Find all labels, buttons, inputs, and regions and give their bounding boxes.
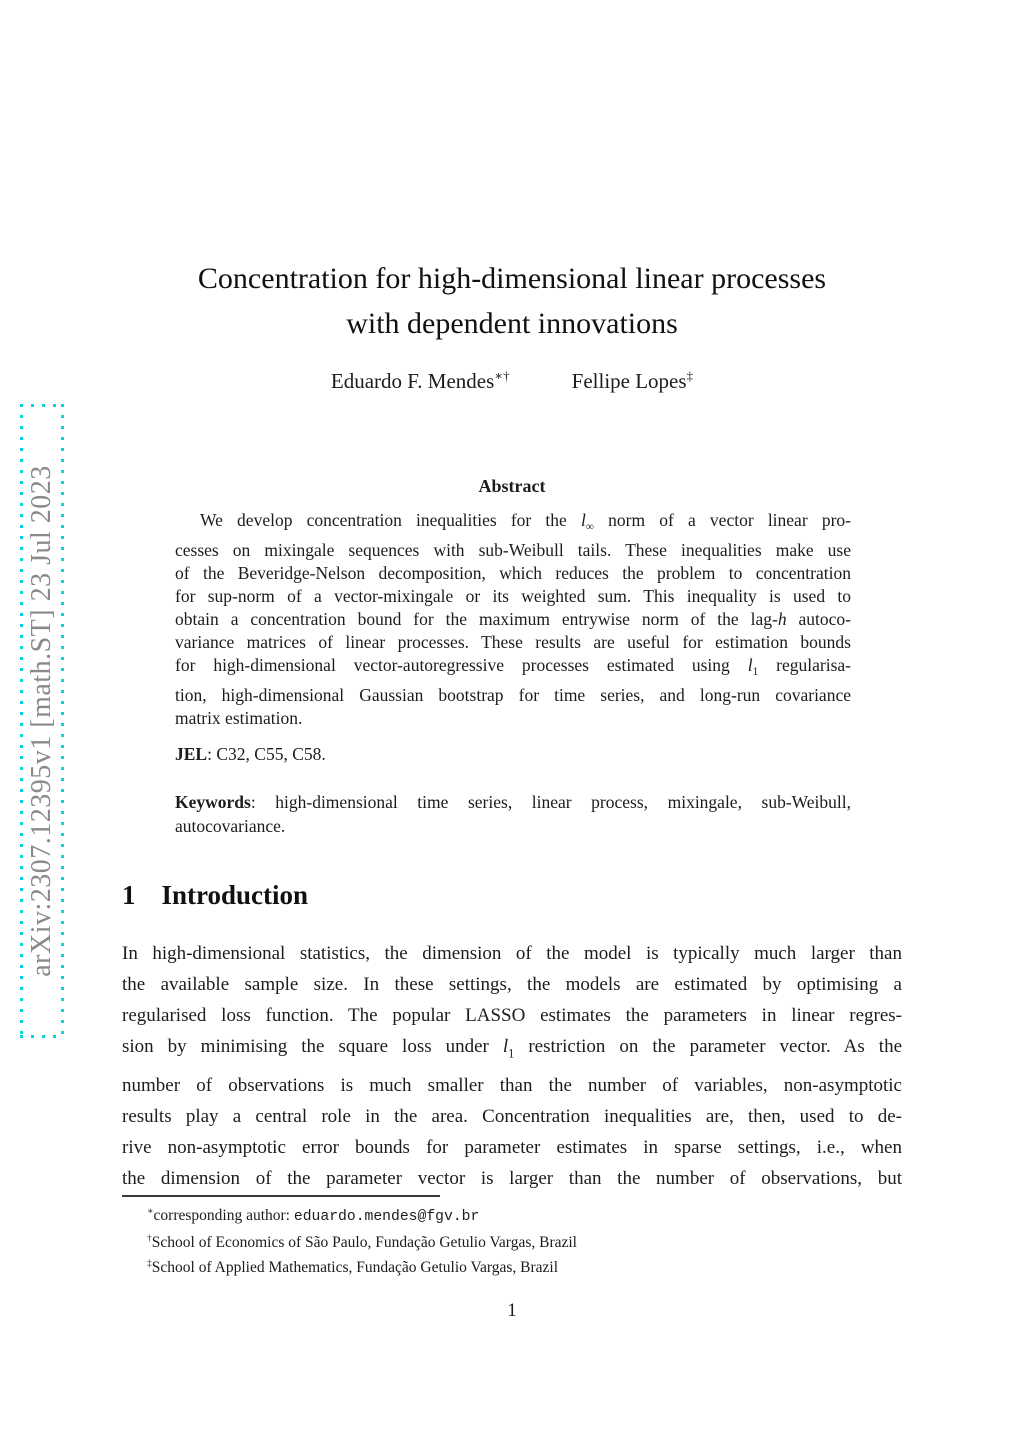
author-2: Fellipe Lopes‡ (571, 368, 694, 393)
intro-line: results play a central role in the area. Concentration inequalities are, then, used to de- (122, 1105, 902, 1127)
intro-line: rive non-asymptotic error bounds for parameter estimates in sparse settings, i.e., when (122, 1136, 902, 1158)
section-title: Introduction (161, 880, 309, 910)
footnote-corresponding-author: ∗corresponding author: eduardo.mendes@fgv.br (147, 1206, 480, 1226)
intro-line: number of observations is much smaller than the number of variables, non-asymptotic (122, 1074, 902, 1096)
arxiv-watermark (20, 404, 64, 1038)
author-list (0, 368, 1024, 394)
footnote-affiliation-1: †School of Economics of São Paulo, Fundação Getulio Vargas, Brazil (147, 1233, 577, 1252)
page-number: 1 (507, 1300, 517, 1321)
abstract-line: matrix estimation. (175, 708, 303, 729)
watermark-border-top (20, 404, 64, 407)
keywords-line2: autocovariance. (175, 815, 286, 836)
watermark-border-bottom (20, 1035, 64, 1038)
arxiv-identifier: arXiv:2307.12395v1 [math.ST] 23 Jul 2023 (26, 465, 57, 977)
intro-line: regularised loss function. The popular LASSO estimates the parameters in linear regres- (122, 1005, 902, 1026)
keywords-line1: Keywords: high-dimensional time series, linear process, mixingale, sub-Weibull, (175, 792, 851, 812)
footnote-affiliation-2: ‡School of Applied Mathematics, Fundação Getulio Vargas, Brazil (147, 1258, 559, 1277)
section-heading (122, 880, 308, 911)
abstract-line: for sup-norm of a vector-mixingale or its weighted sum. This inequality is used to (175, 586, 851, 607)
footnote-rule (122, 1195, 440, 1197)
abstract-line: We develop concentration inequalities for the $l_\infty$ norm of a vector linear pro- (200, 510, 851, 534)
intro-line: sion by minimising the square loss under $l_1$ restriction on the parameter vector. As the (122, 1036, 902, 1061)
abstract-line: obtain a concentration bound for the maximum entrywise norm of the lag-h autoco- (175, 609, 851, 630)
abstract-line: for high-dimensional vector-autoregressive processes estimated using $l_1$ regularisa- (175, 655, 852, 679)
abstract-line: tion, high-dimensional Gaussian bootstrap for time series, and long-run covariance (175, 685, 851, 706)
paper-title-line2: with dependent innovations (346, 307, 678, 340)
abstract-text (175, 509, 851, 730)
intro-line: In high-dimensional statistics, the dimension of the model is typically much larger than (122, 943, 902, 964)
footnotes (122, 1201, 902, 1278)
abstract-line: of the Beveridge-Nelson decomposition, which reduces the problem to concentration (175, 563, 851, 584)
abstract-heading: Abstract (478, 476, 546, 496)
intro-line: the dimension of the parameter vector is larger than the number of observations, but (122, 1167, 902, 1189)
abstract-line: variance matrices of linear processes. These results are useful for estimation bounds (175, 632, 851, 653)
watermark-border-left (20, 404, 23, 1038)
intro-line: the available sample size. In these settings, the models are estimated by optimising a (122, 974, 902, 995)
jel-codes: JEL: C32, C55, C58. (175, 744, 326, 764)
introduction-text (122, 938, 902, 1194)
paper-title (0, 256, 1024, 346)
paper-title-line1: Concentration for high-dimensional linear processes (197, 262, 827, 295)
watermark-border-right (61, 404, 64, 1038)
section-number: 1 (122, 880, 136, 910)
keywords (175, 791, 851, 838)
author-1: Eduardo F. Mendes∗† (330, 368, 510, 393)
abstract-line: cesses on mixingale sequences with sub-Weibull tails. These inequalities make use (175, 540, 851, 561)
